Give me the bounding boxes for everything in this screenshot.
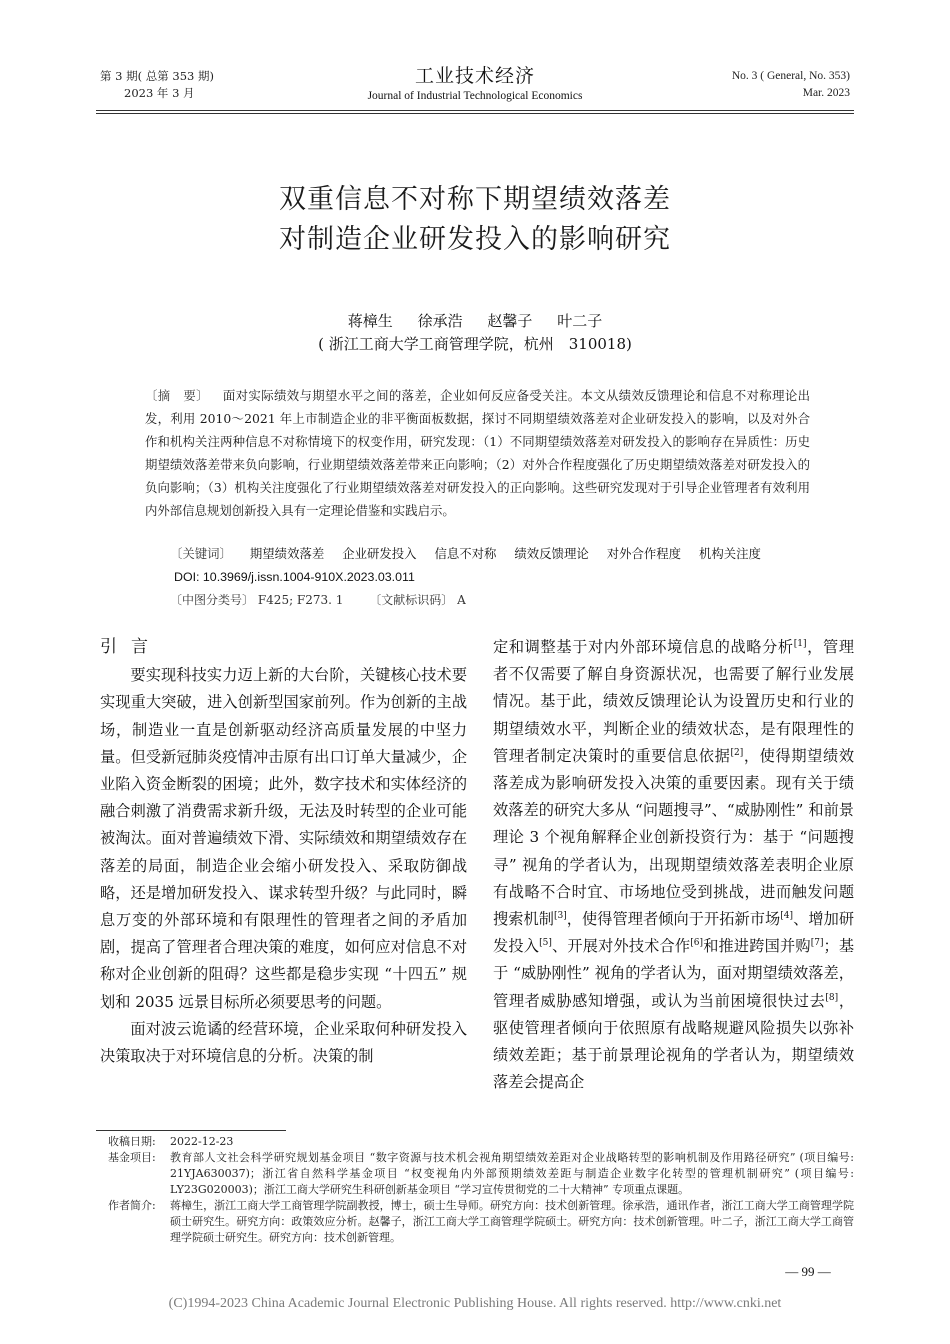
copyright-notice: (C)1994-2023 China Academic Journal Electronic Publishing House. All rights reserved. http://www.cnki.net	[168, 1296, 782, 1311]
citation: [7]	[810, 938, 824, 949]
citation: [4]	[780, 910, 794, 921]
text-run: ，管理者不仅需要了解自身资源状况，也需要了解行业发展情况。基于此，绩效反馈理论认为设置历史和行业的期望绩效水平，判断企业的绩效状态，是有限理性的管理者制定决策时的重要信息依据	[493, 638, 855, 765]
issue-date-en: Mar. 2023	[802, 87, 850, 99]
citation: [1]	[793, 638, 807, 649]
title-line-1: 双重信息不对称下期望绩效落差	[279, 184, 671, 215]
author-name: 徐承浩	[417, 312, 463, 330]
clc-label: 〔中图分类号〕	[170, 593, 255, 607]
citation: [2]	[730, 747, 744, 758]
issue-number-en: No. 3 ( General, No. 353)	[731, 70, 850, 82]
keywords-label: 〔关键词〕	[170, 546, 232, 561]
clc-value: F425; F273. 1	[257, 593, 344, 607]
issue-date-cn: 2023 年 3 月	[124, 86, 195, 100]
citation: [6]	[690, 938, 704, 949]
page-number: — 99 —	[785, 1264, 831, 1279]
keyword: 期望绩效落差	[249, 546, 325, 561]
text-run: ，使得期望绩效落差成为影响研发投入决策的重要因素。现有关于绩效落差的研究大多从 “问题搜寻”、“威胁刚性” 和前景理论 3 个视角解释企业创新投资行为：基于 “问题搜寻” 视角的学者认为，出现期望绩效落差表明企业原有战略不合时宜、市场地位受到挑战，进而触发问题搜索机制	[493, 746, 855, 929]
keyword: 信息不对称	[434, 546, 497, 561]
text-run: ，驱使管理者倾向于依照原有战略规避风险损失以弥补绩效差距；基于前景理论视角的学者认为，期望绩效落差会提高企	[493, 991, 855, 1092]
header-divider	[96, 110, 854, 114]
doi: DOI: 10.3969/j.issn.1004-910X.2023.03.011	[174, 570, 415, 584]
author-name: 赵馨子	[487, 312, 533, 330]
keywords	[170, 542, 830, 565]
text-run: ；基于 “威胁刚性” 视角的学者认为，面对期望绩效落差，管理者威胁感知增强，或认为当前困境很快过去	[493, 937, 855, 1010]
footnote-text: 蒋樟生，浙江工商大学工商管理学院副教授，博士，硕士生导师。研究方向：技术创新管理。徐承浩，通讯作者，浙江工商大学工商管理学院硕士研究生。研究方向：政策效应分析。赵馨子，浙江工商大学工商管理学院硕士。研究方向：技术创新管理。叶二子，浙江工商大学工商管理学院硕士研究生。研究方向：技术创新管理。	[170, 1199, 854, 1244]
keyword: 机构关注度	[699, 546, 761, 561]
doc-code-value: A	[457, 593, 466, 607]
body-paragraph	[493, 634, 854, 1096]
article-title	[100, 180, 850, 260]
title-line-2: 对制造企业研发投入的影响研究	[279, 224, 671, 255]
footnote-label: 收稿日期:	[108, 1135, 156, 1148]
footnote-text: 教育部人文社会科学研究规划基金项目 “数字资源与技术机会视角期望绩效差距对企业战略转型的影响机制及作用路径研究” (项目编号: 21YJA630037)；浙江省自然科学基金项目 “权变视角内外部预期绩效差距与制造企业数字化转型的管理机制研究” (项目编号: LY23G020003)；浙江工商大学研究生科研创新基金项目 “学习宣传贯彻党的二十大精神” 专项重点课题。	[170, 1151, 854, 1196]
text-run: 、开展对外技术合作	[551, 937, 691, 956]
text-run: 和推进跨国并购	[703, 937, 811, 956]
footnote-label: 作者简介:	[108, 1199, 156, 1212]
author-name: 叶二子	[557, 312, 603, 330]
citation: [5]	[539, 938, 552, 949]
footnote-funding	[108, 1150, 854, 1198]
keyword: 绩效反馈理论	[514, 546, 589, 561]
keyword: 对外合作程度	[606, 546, 682, 561]
abstract-text: 面对实际绩效与期望水平之间的落差，企业如何反应备受关注。本文从绩效反馈理论和信息不对称理论出发，利用 2010～2021 年上市制造企业的非平衡面板数据，探讨不同期望绩效落差对企业研发投入的影响，以及对外合作和机构关注两种信息不对称情境下的权变作用，研究发现：（1）不同期望绩效落差对研发投入的影响存在异质性：历史期望绩效落差带来负向影响，行业期望绩效落差带来正向影响；（2）对外合作程度强化了历史期望绩效落差对研发投入的负向影响；（3）机构关注度强化了行业期望绩效落差对研发投入的正向影响。这些研究发现对于引导企业管理者有效利用内外部信息规划创新投入具有一定理论借鉴和实践启示。	[145, 388, 811, 518]
author-name: 蒋樟生	[347, 312, 393, 330]
journal-title-en: Journal of Industrial Technological Economics	[367, 90, 583, 102]
footnote-label: 基金项目:	[108, 1151, 156, 1164]
author-affiliation: ( 浙江工商大学工商管理学院，杭州 310018)	[318, 335, 632, 353]
header-issue-en	[630, 68, 850, 102]
body-column-right	[493, 634, 854, 1096]
body-column-left	[100, 634, 467, 1070]
footnotes	[108, 1134, 854, 1246]
doc-code-label: 〔文献标识码〕	[369, 593, 454, 607]
text-run: ，使得管理者倾向于开拓新市场	[566, 910, 781, 929]
body-paragraph: 要实现科技实力迈上新的大台阶，关键核心技术要实现重大突破，进入创新型国家前列。作为创新的主战场，制造业一直是创新驱动经济高质量发展的中坚力量。但受新冠肺炎疫情冲击原有出口订单大量减少，企业陷入资金断裂的困境；此外，数字技术和实体经济的融合刺激了消费需求新升级，无法及时转型的企业可能被淘汰。面对普遍绩效下滑、实际绩效和期望绩效存在落差的局面，制造企业会缩小研发投入、采取防御战略，还是增加研发投入、谋求转型升级？与此同时，瞬息万变的外部环境和有限理性的管理者之间的矛盾加剧，提高了管理者合理决策的难度，如何应对信息不对称对企业创新的阻碍？这些都是稳步实现 “十四五” 规划和 2035 远景目标所必须要思考的问题。	[100, 666, 467, 1011]
footnote-divider	[96, 1130, 286, 1131]
footnote-received	[108, 1134, 854, 1150]
footnote-text: 2022-12-23	[170, 1135, 234, 1148]
text-run: 定和调整基于对内外部环境信息的战略分析	[493, 638, 794, 656]
journal-title-cn: 工业技术经济	[414, 65, 535, 87]
section-heading: 引言	[100, 637, 162, 657]
citation: [3]	[554, 910, 567, 921]
citation: [8]	[825, 992, 839, 1003]
footnote-authors	[108, 1198, 854, 1246]
author-list	[100, 310, 850, 332]
journal-masthead	[300, 64, 650, 104]
abstract-label: 〔摘 要〕	[145, 388, 209, 403]
classification	[170, 589, 830, 611]
body-paragraph: 面对波云诡谲的经营环境，企业采取何种研发投入决策取决于对环境信息的分析。决策的制	[100, 1019, 467, 1066]
issue-number-cn: 第 3 期( 总第 353 期)	[100, 69, 215, 83]
keyword: 企业研发投入	[342, 546, 417, 561]
abstract	[145, 384, 810, 522]
text-run: 、增加研发投入	[493, 910, 855, 956]
header-issue-cn	[100, 68, 260, 102]
